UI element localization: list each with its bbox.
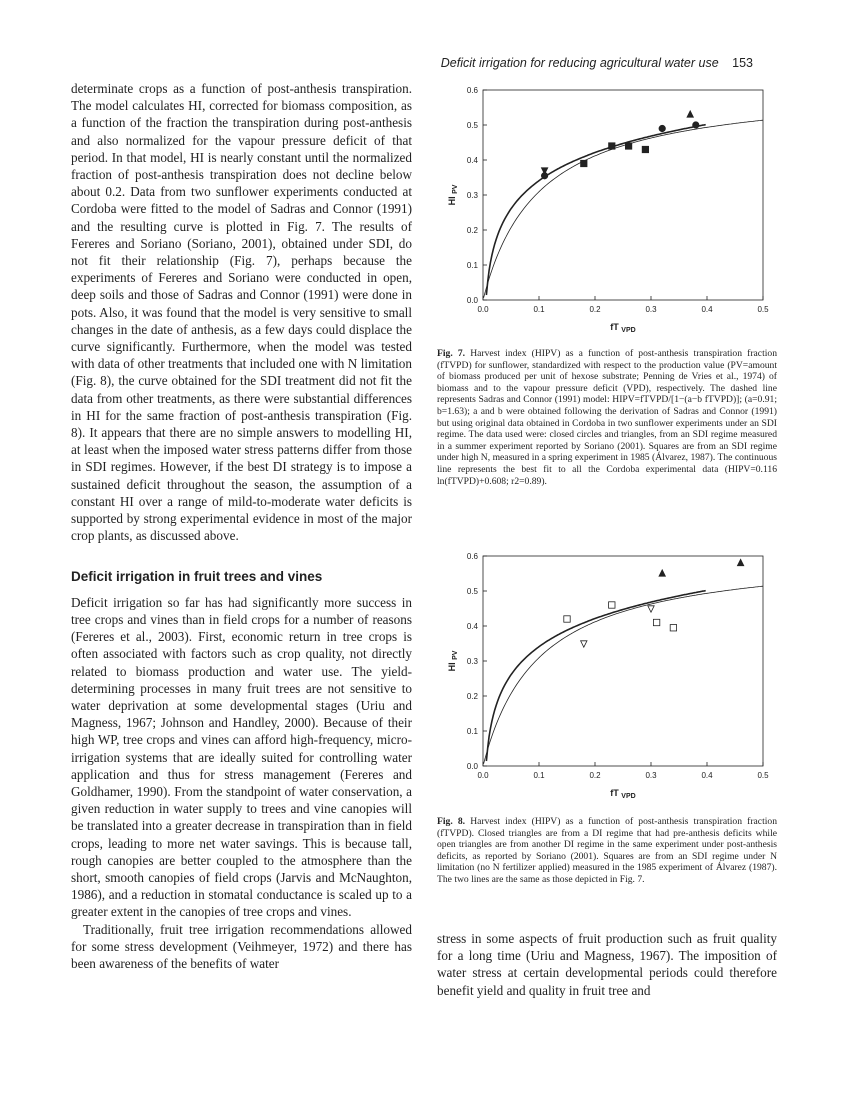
plot-frame (483, 90, 763, 300)
data-point-square (653, 619, 659, 625)
y-tick-label: 0.2 (466, 226, 478, 235)
y-tick-label: 0.1 (466, 727, 478, 736)
y-axis-label-sub: PV (452, 650, 459, 660)
figure-7 (437, 84, 777, 344)
paragraph-1: determinate crops as a function of post-anthesis transpiration. The model calculates HI, corrected for biomass composition, as a function of the fraction the transpiration during post-anthesis and also normalized for the vapour pressure deficit of that period. In that model, HI is nearly constant until the normalized fraction of post-anthesis transpiration does not decline below about 0.2. Data from two sunflower experiments conducted at Cordoba were fitted to the model of Sadras and Connor (1991) and the resulting curve is plotted in Fig. 7. The results of Fereres and Soriano (Soriano, 2001), obtained under SDI, do not fit their relationship (Fig. 7), perhaps because the experiments of Fereres and Soriano were conducted in open, deep soils and those of Sadras and Connor (1991) were done in pots. Also, it was found that the model is very sensitive to small changes in the date of anthesis, as a few days could displace the curve significantly. Furthermore, when the model was tested with data of other treatments that included one with N limitation (Fig. 8), the curve obtained for the SDI treatment did not fit the data from other treatments, as there were substantial differences in HI for the same fraction of post-anthesis transpiration (Fig. 8). It appears that there are no simple answers to modelling HI, at least when the imposed water stress patterns differ from those in SDI regimes. However, if the best DI strategy is to impose a sustained deficit throughout the season, the assumption of a constant HI over a range of mild-to-moderate water deficits is supported by strong experimental evidence in most of the major crop plants, as discussed above. (71, 81, 412, 544)
x-axis-label: fT $_{VPD}$ (610, 788, 636, 800)
y-tick-label: 0.6 (466, 552, 478, 561)
x-axis-label-sub: VPD (621, 327, 636, 334)
y-tick-label: 0.5 (466, 121, 478, 130)
best-fit-curve (486, 591, 705, 761)
x-tick-label: 0.4 (701, 771, 713, 780)
figure-8 (437, 550, 777, 810)
plot-frame (483, 556, 763, 766)
data-point-circle (693, 122, 699, 128)
data-point-square (581, 160, 587, 166)
x-tick-label: 0.2 (589, 305, 601, 314)
figure-8-label: Fig. 8. (437, 816, 466, 827)
figure-7-caption (437, 348, 777, 487)
x-tick-label: 0.3 (645, 771, 657, 780)
y-tick-label: 0.4 (466, 156, 478, 165)
data-point-square (609, 143, 615, 149)
data-point-triangle-down (581, 641, 587, 647)
y-tick-label: 0.0 (466, 762, 478, 771)
running-header (441, 56, 753, 70)
figure-8-caption (437, 816, 777, 886)
y-tick-label: 0.1 (466, 261, 478, 270)
paragraph-3: Traditionally, fruit tree irrigation recommendations allowed for some stress development (Veihmeyer, 1972) and there has been awareness of the benefits of water (71, 921, 412, 971)
data-point-square (609, 602, 615, 608)
x-tick-label: 0.1 (533, 771, 545, 780)
y-axis-label: HI $_{PV}$ (447, 184, 459, 206)
paragraph-4: stress in some aspects of fruit production such as fruit quality for a long time (Uriu and Magness, 1967). The imposition of water stress at certain developmental periods could therefore benefit yield and quality in fruit tree and (437, 931, 777, 998)
y-axis-label: HI $_{PV}$ (447, 650, 459, 672)
data-point-square (625, 143, 631, 149)
right-column-continuation (437, 930, 777, 999)
data-point-square (670, 625, 676, 631)
data-point-triangle-down (648, 606, 654, 612)
data-point-triangle-up (659, 570, 665, 576)
x-tick-label: 0.1 (533, 305, 545, 314)
y-tick-label: 0.0 (466, 296, 478, 305)
figure-8-caption-text: Harvest index (HIPV) as a function of post-anthesis transpiration fraction (fTVPD). Closed triangles are from a DI regime that had pre-anthesis deficits while open triangles are from another DI regime in the same experiment under post-anthesis deficits, as reported by Soriano (2001). Squares are from an SDI regime under N limitation (no N fertilizer applied) measured in the 1985 experiment of Álvarez (1987). The two lines are the same as those depicted in Fig. 7. (437, 816, 777, 885)
section-heading: Deficit irrigation in fruit trees and vines (71, 569, 323, 585)
model-curve (484, 586, 763, 764)
figure-7-chart (437, 84, 777, 344)
left-column (71, 80, 412, 972)
data-point-triangle-up (737, 559, 743, 565)
y-tick-label: 0.5 (466, 587, 478, 596)
running-title: Deficit irrigation for reducing agricultural water use (440, 56, 719, 70)
figure-7-caption-text: Harvest index (HIPV) as a function of post-anthesis transpiration fraction (fTVPD) for sunflower, standardized with respect to the production value (PV=amount of biomass produced per unit of hexose substrate; Penning de Vries et al., 1974) of biomass and to the vapour pressure deficit (VPD), respectively. The dashed line represents Sadras and Connor (1991) model: HIPV=fTVPD/[1−(a−b fTVPD)]; (a=0.91; b=1.63); a and b were obtained following the derivation of Sadras and Connor (1991) but using original data obtained in Cordoba in two sunflower experiments under an SDI regime. The data used were: closed circles and triangles, from an SDI regime measured in a summer experiment reported by Soriano (2001). Squares are from an SDI regime under high N, measured in a spring experiment in 1985 (Álvarez, 1987). The continuous line represents the best fit to all the Cordoba experimental data (HIPV=0.116 ln(fTVPD)+0.608; r2=0.89). (437, 348, 777, 487)
data-point-square (564, 616, 570, 622)
data-point-triangle-up (687, 111, 693, 117)
x-tick-label: 0.0 (477, 771, 489, 780)
figure-7-label: Fig. 7. (437, 348, 466, 359)
x-tick-label: 0.5 (757, 305, 769, 314)
x-axis-label: fT $_{VPD}$ (610, 322, 636, 334)
y-tick-label: 0.4 (466, 622, 478, 631)
x-tick-label: 0.4 (701, 305, 713, 314)
figure-8-chart (437, 550, 777, 810)
model-curve (484, 120, 763, 298)
y-tick-label: 0.3 (466, 191, 478, 200)
x-tick-label: 0.2 (589, 771, 601, 780)
page-number: 153 (732, 56, 753, 70)
x-tick-label: 0.5 (757, 771, 769, 780)
best-fit-curve (486, 125, 705, 295)
x-tick-label: 0.3 (645, 305, 657, 314)
y-tick-label: 0.2 (466, 692, 478, 701)
y-tick-label: 0.3 (466, 657, 478, 666)
y-axis-label-sub: PV (452, 184, 459, 194)
x-tick-label: 0.0 (477, 305, 489, 314)
y-tick-label: 0.6 (466, 86, 478, 95)
data-point-circle (659, 125, 665, 131)
x-axis-label-sub: VPD (621, 793, 636, 800)
paragraph-2: Deficit irrigation so far has had significantly more success in tree crops and vines than in field crops for a number of reasons (Fereres et al., 2003). First, economic return in tree crops is often associated with factors such as crop quality, not directly related to biomass production and water use. The yield-determining processes in many fruit trees are not sensitive to water deprivation at some developmental stages (Uriu and Magness, 1967; Johnson and Handley, 2000). Because of their high WP, tree crops and vines can afford high-frequency, micro-irrigation systems that are ideally suited for controlling water application and thus for stress management (Fereres and Goldhamer, 1990). From the standpoint of water conservation, a given reduction in water supply to trees and vine canopies will be translated into a greater decrease in transpiration than in field crops, leading to more net water savings. This is because tall, rough canopies are better coupled to the atmosphere than the short, smooth canopies of field crops (Jarvis and McNaughton, 1986), and a reduction in stomatal conductance is scaled up to a greater extent in the canopies of tree crops and vines. (71, 594, 412, 920)
data-point-square (642, 146, 648, 152)
